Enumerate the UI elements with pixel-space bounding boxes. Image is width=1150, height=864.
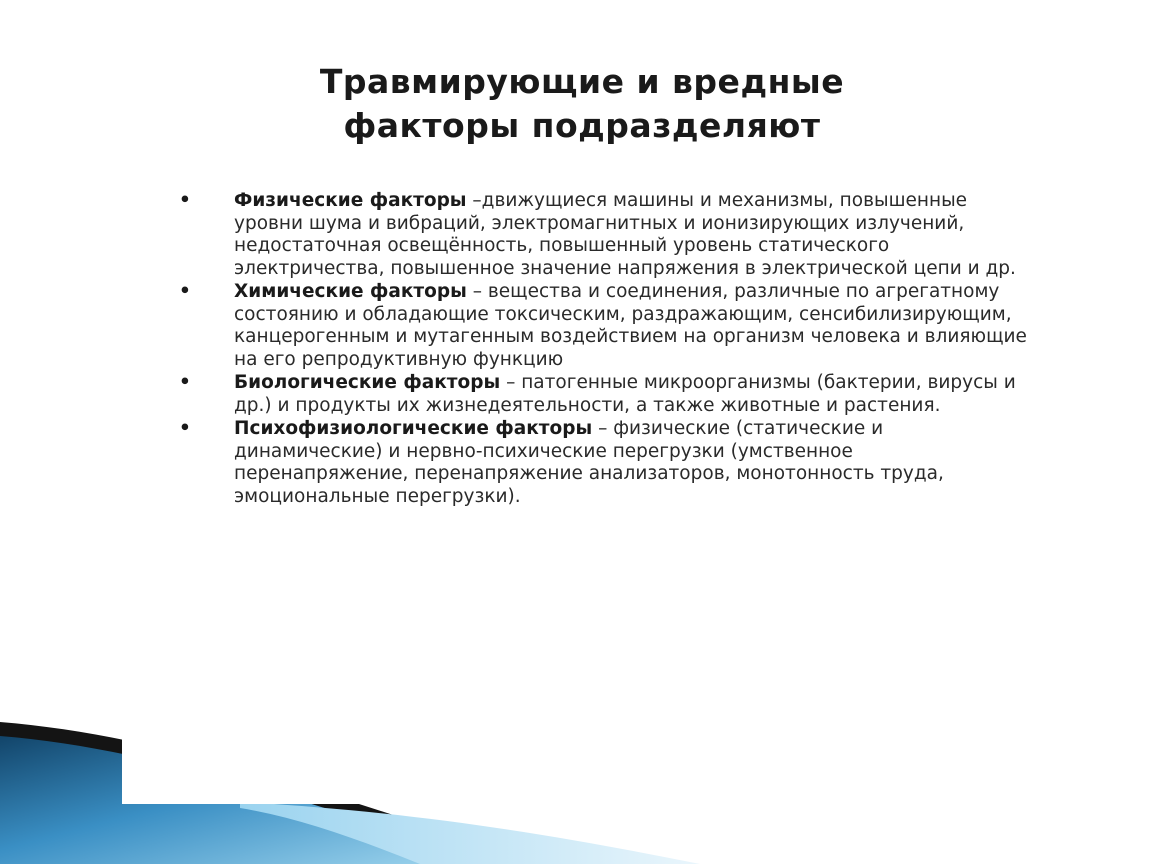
list-item-psychophysiological-factors xyxy=(177,418,1032,508)
factor-description: – патогенные микроорганизмы (бактерии, вирусы и др.) и продукты их жизнедеятельности, а также животные и растения. xyxy=(234,372,1016,416)
bullet-icon: • xyxy=(179,190,191,211)
list-item-physical-factors xyxy=(177,190,1032,280)
bullet-icon: • xyxy=(179,372,191,393)
factor-term: Химические факторы xyxy=(234,281,467,302)
factor-list xyxy=(177,190,1032,509)
slide-title-line-1: Травмирующие и вредные xyxy=(319,62,845,101)
bullet-icon: • xyxy=(179,281,191,302)
factor-term: Психофизиологические факторы xyxy=(234,418,593,439)
list-item-biological-factors xyxy=(177,372,1032,417)
factor-description: – физические (статические и динамические) и нервно-психические перегрузки (умственное перенапряжение, перенапряжение анализаторов, монотонность труда, эмоциональные перегрузки). xyxy=(234,418,944,507)
slide-title-line-2: факторы подразделяют xyxy=(343,106,821,145)
list-item-chemical-factors xyxy=(177,281,1032,371)
factor-description: –движущиеся машины и механизмы, повышенные уровни шума и вибраций, электромагнитных и ионизирующих излучений, недостаточная освещённость, повышенный уровень статического электричества, повышенное значение напряжения в электрической цепи и др. xyxy=(234,190,1016,279)
factor-description: – вещества и соединения, различные по агрегатному состоянию и обладающие токсическим, раздражающим, сенсибилизирующим, канцерогенным и мутагенным воздействием на организм человека и влияющие на его репродуктивную функцию xyxy=(234,281,1027,370)
bullet-icon: • xyxy=(179,418,191,439)
slide-title xyxy=(122,60,1042,148)
factor-term: Биологические факторы xyxy=(234,372,501,393)
factor-term: Физические факторы xyxy=(234,190,467,211)
content-area xyxy=(122,40,1042,804)
